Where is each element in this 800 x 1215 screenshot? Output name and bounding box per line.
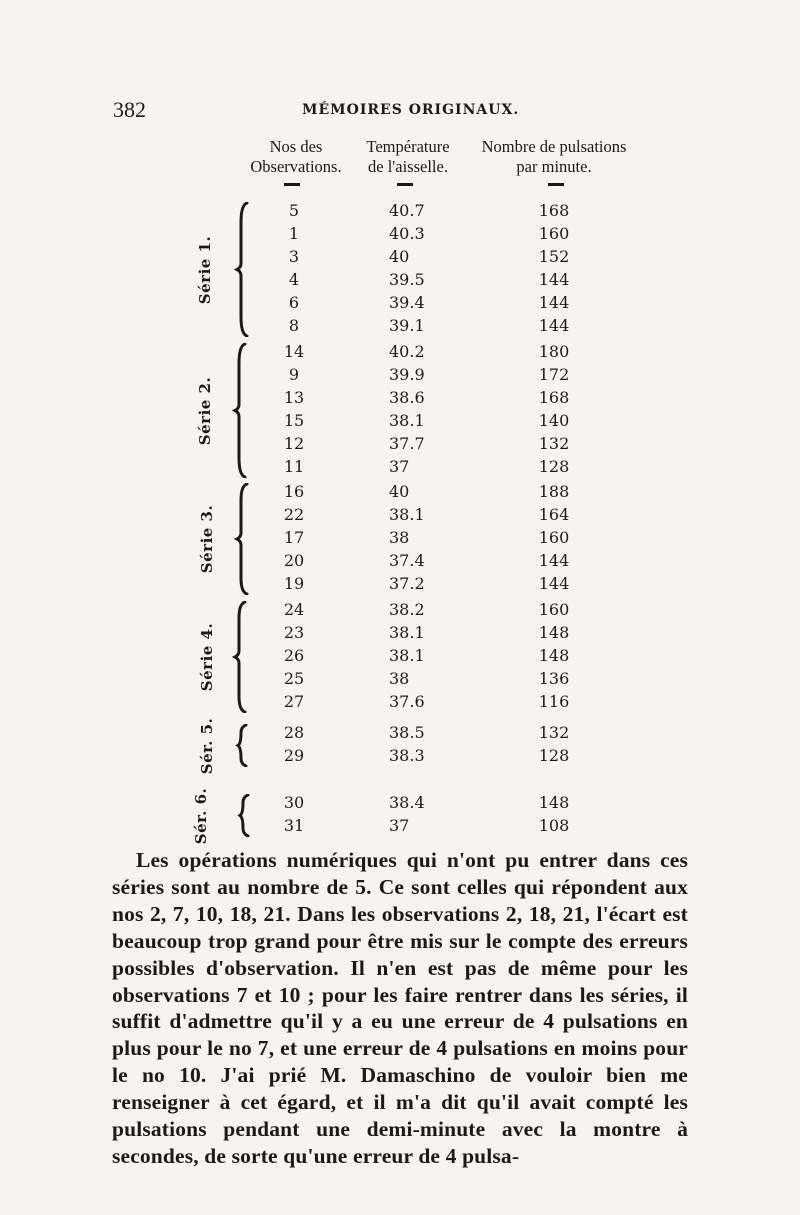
temperature-cell: 39.4 — [389, 293, 425, 312]
temperature-cell: 38.4 — [389, 793, 425, 812]
pulse-rate-cell: 172 — [538, 365, 570, 384]
observation-number-cell: 23 — [283, 623, 305, 642]
pulse-rate-cell: 148 — [538, 793, 570, 812]
header-observations-line1: Nos des — [269, 137, 323, 156]
series-brace — [232, 601, 250, 713]
pulse-rate-cell: 152 — [538, 247, 570, 266]
temperature-cell: 37.6 — [389, 692, 425, 711]
pulse-rate-cell: 160 — [538, 224, 570, 243]
observation-number-cell: 26 — [283, 646, 305, 665]
temperature-cell: 37.4 — [389, 551, 425, 570]
pulse-rate-cell: 160 — [538, 600, 570, 619]
temperature-cell: 39.9 — [389, 365, 425, 384]
observation-number-cell: 5 — [288, 201, 300, 220]
temperature-cell: 38.1 — [389, 411, 425, 430]
header-temperature-line1: Température — [366, 137, 450, 156]
observation-number-cell: 12 — [283, 434, 305, 453]
observation-number-cell: 6 — [288, 293, 300, 312]
temperature-cell: 38.1 — [389, 505, 425, 524]
observation-number-cell: 30 — [283, 793, 305, 812]
series-brace — [234, 724, 252, 767]
observation-number-cell: 25 — [283, 669, 305, 688]
temperature-cell: 39.1 — [389, 316, 425, 335]
running-head: MÉMOIRES ORIGINAUX. — [302, 102, 520, 118]
series-label: Sér. 6. — [192, 787, 210, 844]
temperature-cell: 37.2 — [389, 574, 425, 593]
series-brace — [232, 343, 250, 478]
observation-number-cell: 27 — [283, 692, 305, 711]
header-temperature-line2: de l'aisselle. — [368, 157, 448, 176]
observation-number-cell: 24 — [283, 600, 305, 619]
series-label: Série 2. — [196, 376, 214, 445]
series-label: Série 1. — [196, 235, 214, 304]
pulse-rate-cell: 148 — [538, 646, 570, 665]
header-rule — [548, 183, 564, 186]
temperature-cell: 40 — [389, 247, 410, 266]
series-brace — [236, 794, 254, 837]
observation-number-cell: 8 — [288, 316, 300, 335]
temperature-cell: 38.1 — [389, 623, 425, 642]
temperature-cell: 37 — [389, 457, 410, 476]
temperature-cell: 38.5 — [389, 723, 425, 742]
header-observations-line2: Observations. — [250, 157, 342, 176]
pulse-rate-cell: 144 — [538, 293, 570, 312]
observation-number-cell: 14 — [283, 342, 305, 361]
observation-number-cell: 9 — [288, 365, 300, 384]
pulse-rate-cell: 116 — [538, 692, 570, 711]
series-label: Sér. 5. — [198, 717, 216, 774]
temperature-cell: 38.2 — [389, 600, 425, 619]
pulse-rate-cell: 188 — [538, 482, 570, 501]
header-pulsations-line2: par minute. — [516, 157, 592, 176]
pulse-rate-cell: 144 — [538, 551, 570, 570]
temperature-cell: 40.3 — [389, 224, 425, 243]
pulse-rate-cell: 168 — [538, 201, 570, 220]
observation-number-cell: 15 — [283, 411, 305, 430]
observation-number-cell: 19 — [283, 574, 305, 593]
pulse-rate-cell: 144 — [538, 574, 570, 593]
observation-number-cell: 11 — [283, 457, 305, 476]
observation-number-cell: 17 — [283, 528, 305, 547]
temperature-cell: 38.6 — [389, 388, 425, 407]
header-rule — [397, 183, 413, 186]
pulse-rate-cell: 144 — [538, 316, 570, 335]
temperature-cell: 40.2 — [389, 342, 425, 361]
header-temperature — [350, 137, 466, 177]
pulse-rate-cell: 144 — [538, 270, 570, 289]
temperature-cell: 39.5 — [389, 270, 425, 289]
pulse-rate-cell: 160 — [538, 528, 570, 547]
observation-number-cell: 4 — [288, 270, 300, 289]
body-paragraph: Les opérations numériques qui n'ont pu entrer dans ces séries sont au nombre de 5. Ce sont celles qui répondent aux nos 2, 7, 10, 18, 21. Dans les observations 2, 18, 21, l'écart est beaucoup trop grand pour être mis sur le compte des erreurs possibles d'observation. Il n'en est pas de même pour les observations 7 et 10 ; pour les faire rentrer dans les séries, il suffit d'admettre qu'il y a eu une erreur de 4 pulsations en plus pour le no 7, et une erreur de 4 pulsations en moins pour le no 10. J'ai prié M. Damaschino de vouloir bien me renseigner à cet égard, et il m'a dit qu'il avait compté les pulsations pendant une demi-minute avec la montre à secondes, de sorte qu'une erreur de 4 pulsa- — [112, 848, 688, 1168]
pulse-rate-cell: 136 — [538, 669, 570, 688]
pulse-rate-cell: 128 — [538, 746, 570, 765]
observation-number-cell: 13 — [283, 388, 305, 407]
temperature-cell: 37 — [389, 816, 410, 835]
pulse-rate-cell: 148 — [538, 623, 570, 642]
series-brace — [234, 483, 252, 595]
observation-number-cell: 1 — [288, 224, 300, 243]
temperature-cell: 38.1 — [389, 646, 425, 665]
header-pulsations-line1: Nombre de pulsations — [481, 137, 627, 156]
page-number: 382 — [113, 97, 146, 122]
header-pulsations — [466, 137, 642, 177]
observation-number-cell: 22 — [283, 505, 305, 524]
pulse-rate-cell: 132 — [538, 434, 570, 453]
temperature-cell: 38 — [389, 528, 410, 547]
temperature-cell: 40.7 — [389, 201, 425, 220]
observation-number-cell: 20 — [283, 551, 305, 570]
pulse-rate-cell: 168 — [538, 388, 570, 407]
observation-number-cell: 16 — [283, 482, 305, 501]
temperature-cell: 37.7 — [389, 434, 425, 453]
pulse-rate-cell: 140 — [538, 411, 570, 430]
series-label: Série 4. — [198, 622, 216, 692]
series-label: Série 3. — [198, 504, 216, 574]
header-observations — [232, 137, 360, 177]
observation-number-cell: 3 — [288, 247, 300, 266]
header-rule — [284, 183, 300, 186]
pulse-rate-cell: 108 — [538, 816, 570, 835]
observation-number-cell: 28 — [283, 723, 305, 742]
pulse-rate-cell: 128 — [538, 457, 570, 476]
pulse-rate-cell: 164 — [538, 505, 570, 524]
temperature-cell: 38 — [389, 669, 410, 688]
observation-number-cell: 29 — [283, 746, 305, 765]
pulse-rate-cell: 180 — [538, 342, 570, 361]
pulse-rate-cell: 132 — [538, 723, 570, 742]
observation-number-cell: 31 — [283, 816, 305, 835]
temperature-cell: 40 — [389, 482, 410, 501]
series-brace — [234, 202, 252, 337]
temperature-cell: 38.3 — [389, 746, 425, 765]
